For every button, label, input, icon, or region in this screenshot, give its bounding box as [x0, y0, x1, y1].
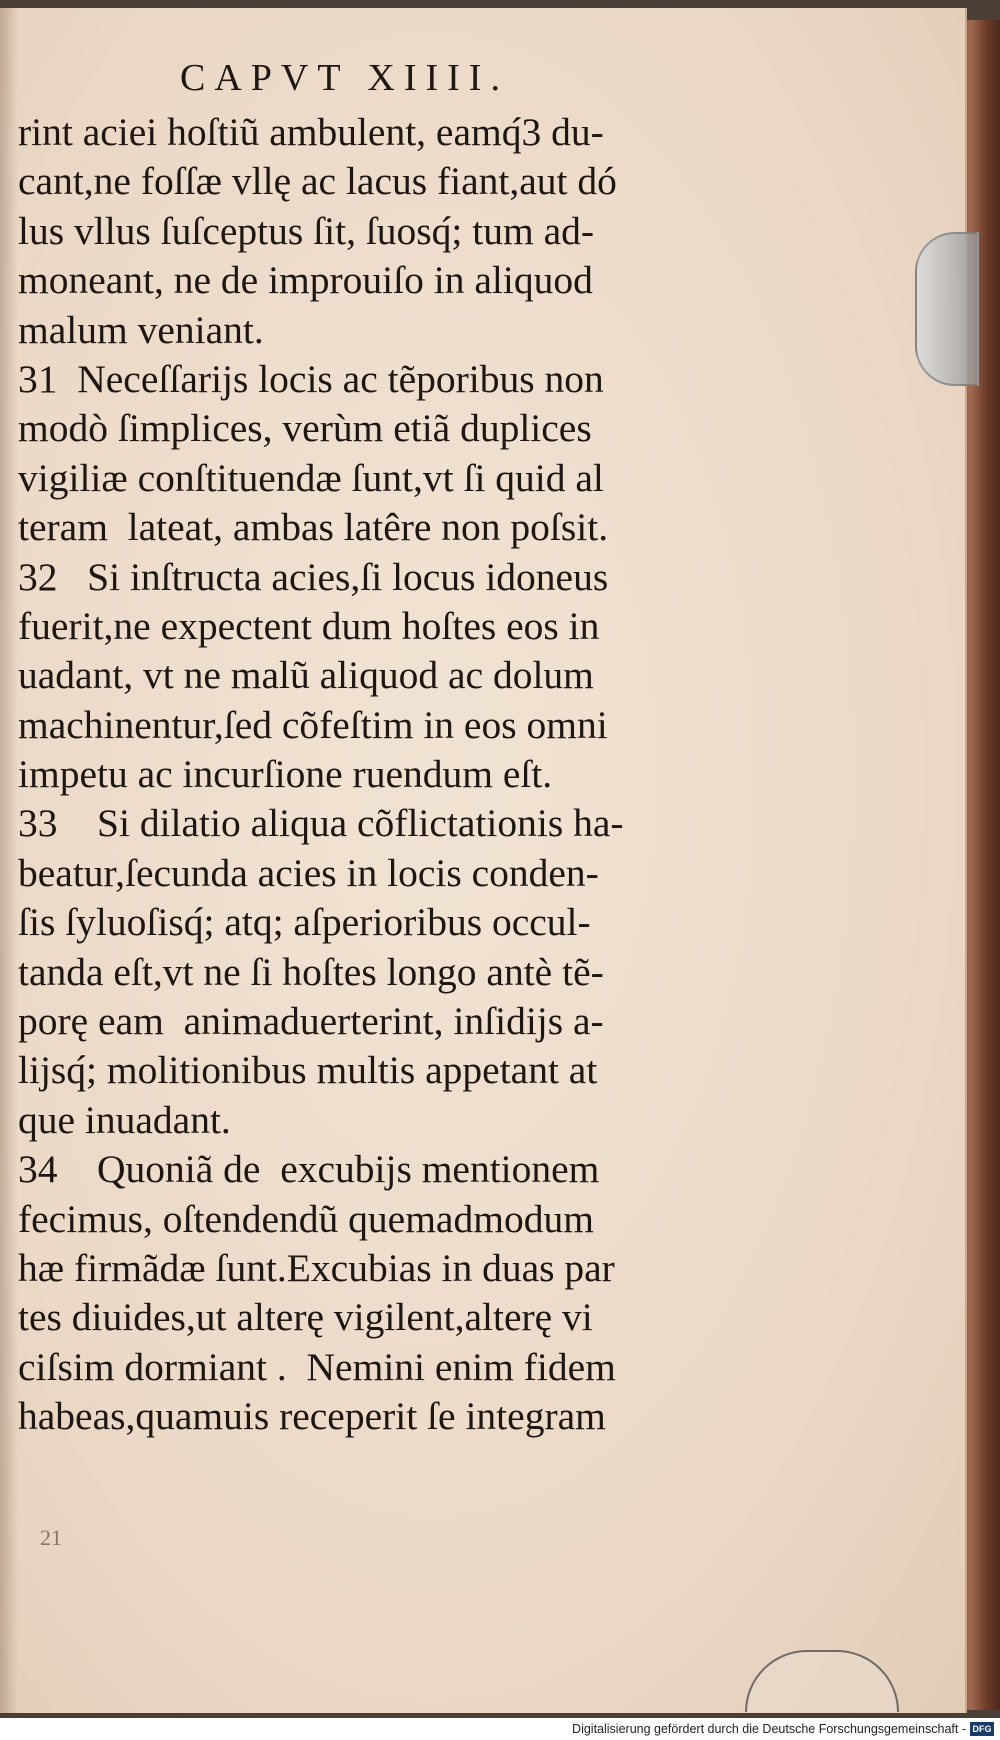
text-line: cant,ne foſſæ vllę ac lacus fiant,aut dó [18, 159, 617, 204]
text-line: 34 Quoniã de excubijs mentionem [18, 1147, 600, 1192]
text-line: tes diuides,ut alterę vigilent,alterę vi [18, 1295, 593, 1340]
text-line: hæ firmãdæ ſunt.Excubias in duas par [18, 1245, 615, 1290]
text-line: ſis ſyluoſisq́; atq; aſperioribus occul- [18, 900, 591, 945]
text-line: habeas,quamuis receperit ſe integram [18, 1394, 606, 1439]
text-line: 31 Neceſſarijs locis ac tẽporibus non [18, 356, 604, 401]
text-line: fuerit,ne expectent dum hoſtes eos in [18, 603, 600, 648]
chapter-header: CAPVT XIIII. [180, 57, 509, 99]
text-line: machinentur,ſed cõfeſtim in eos omni [18, 702, 608, 747]
text-line: moneant, ne de improuiſo in aliquod [18, 258, 593, 303]
text-line: beatur,ſecunda acies in locis conden- [18, 850, 599, 895]
text-line: vigiliæ conſtituendæ ſunt,vt ſi quid al [18, 455, 604, 500]
text-line: impetu ac incurſione ruendum eſt. [18, 752, 553, 797]
text-line: malum veniant. [18, 307, 264, 352]
text-line: ciſsim dormiant . Nemini enim fidem [18, 1344, 616, 1389]
text-line: uadant, vt ne malũ aliquod ac dolum [18, 653, 594, 698]
faint-page-mark: 21 [40, 1525, 62, 1550]
text-line: fecimus, oſtendendũ quemadmodum [18, 1196, 594, 1241]
latin-text-block [18, 108, 758, 1442]
text-line: 33 Si dilatio aliqua cõflictationis ha- [18, 801, 624, 846]
text-line: 32 Si inſtructa acies,ſi locus idoneus [18, 554, 609, 599]
gutter-shadow [0, 8, 18, 1713]
text-line: lijsq́; molitionibus multis appetant at [18, 1048, 598, 1093]
text-line: lus vllus ſuſceptus ſit, ſuosq́; tum ad- [18, 208, 595, 253]
text-line: teram lateat, ambas latêre non poſsit. [18, 505, 609, 550]
text-line: tanda eſt,vt ne ſi hoſtes longo antè tẽ- [18, 949, 604, 994]
text-line: que inuadant. [18, 1097, 231, 1142]
dfg-logo: DFG [970, 1722, 994, 1736]
text-line: modò ſimplices, verùm etiã duplices [18, 406, 592, 451]
text-line: porę eam animaduerterint, inſidijs a- [18, 999, 604, 1044]
page-clamp [915, 232, 979, 386]
footer-credit: Digitalisierung gefördert durch die Deutsche Forschungsgemeinschaft - [572, 1722, 966, 1736]
text-line: rint aciei hoſtiũ ambulent, eamq́3 du- [18, 110, 604, 154]
